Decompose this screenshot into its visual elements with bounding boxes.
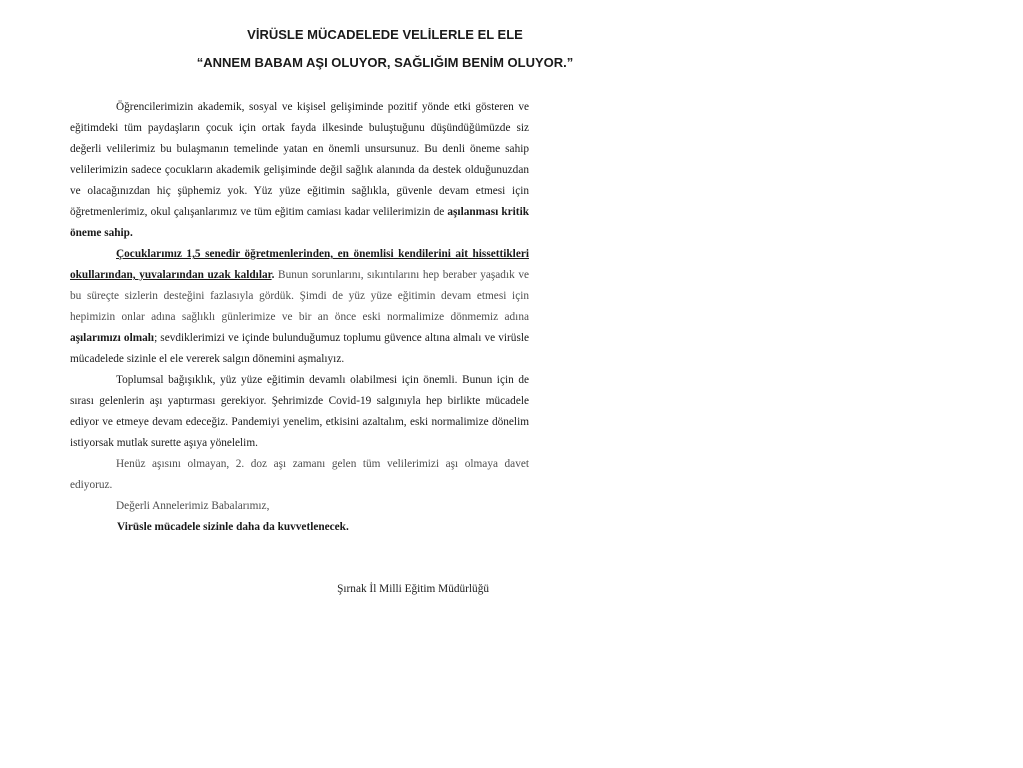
document-title: VİRÜSLE MÜCADELEDE VELİLERLE EL ELE bbox=[247, 27, 523, 42]
paragraph-children-emphasis: aşılarımızı olmalı bbox=[70, 332, 155, 344]
paragraph-children bbox=[70, 244, 529, 370]
paragraph-children-underlined: Çocuklarımız 1,5 senedir öğretmenlerinden, en önemlisi kendilerini ait hissettikleri okullarından, yuvalarından uzak kaldılar bbox=[70, 248, 529, 281]
paragraph-intro-emphasis: aşılanması kritik öneme sahip. bbox=[70, 206, 529, 239]
letter-body bbox=[70, 97, 529, 538]
paragraph-children-text-a: Bunun sorunlarını, sıkıntılarını hep beraber yaşadık ve bu süreçte sizlerin desteğini fazlasıyla gördük. Şimdi de yüz yüze eğitimin devam etmesi için hepimizin onlar adına sağlıklı günlerimize ve bir an önce eski normalimize dönmemiz adına bbox=[70, 269, 530, 323]
paragraph-immunity: Toplumsal bağışıklık, yüz yüze eğitimin devamlı olabilmesi için önemli. Bunun için de sırası gelenlerin aşı yaptırması gerekiyor. Şehrimizde Covid-19 salgınıyla hep birlikte mücadele ediyor ve etmeye devam edeceğiz. Pandemiyi yenelim, etkisini azaltalım, eski normalimize dönelim istiyorsak mutlak surette aşıya yönelelim. bbox=[70, 374, 529, 449]
paragraph-children-period: . bbox=[271, 269, 275, 281]
paragraph-intro bbox=[70, 97, 529, 244]
signature: Şırnak İl Milli Eğitim Müdürlüğü bbox=[337, 583, 489, 595]
salutation: Değerli Annelerimiz Babalarımız, bbox=[116, 500, 270, 512]
paragraph-intro-text: Öğrencilerimizin akademik, sosyal ve kişisel gelişiminde pozitif yönde etki gösteren ve eğitimdeki tüm paydaşların çocuk için ortak fayda ilkesinde buluştuğunu düşündüğümüzde siz değerli velilerimiz bu bulaşmanın temelinde yatan en önemli unsursunuz. Bu denli öneme sahip velilerimizin sadece çocukların akademik gelişiminde değil sağlık alanında da destek olduğunuzdan ve olacağınızdan hiç şüphemiz yok. Yüz yüze eğitimin sağlıkla, güvenle devam etmesi için öğretmenlerimiz, okul çalışanlarımız ve tüm eğitim camiası kadar velilerimizin de bbox=[70, 101, 529, 218]
document-slogan: “ANNEM BABAM AŞI OLUYOR, SAĞLIĞIM BENİM OLUYOR.” bbox=[196, 55, 574, 70]
paragraph-children-text-b: ; sevdiklerimizi ve içinde bulunduğumuz toplumu güvence altına almalı ve virüsle mücadelede sizinle el ele vererek salgın dönemini aşmalıyız. bbox=[70, 332, 529, 365]
paragraph-invitation: Henüz aşısını olmayan, 2. doz aşı zamanı gelen tüm velilerimizi aşı olmaya davet ediyoruz. bbox=[70, 458, 529, 491]
closing-line: Virüsle mücadele sizinle daha da kuvvetlenecek. bbox=[117, 521, 349, 533]
